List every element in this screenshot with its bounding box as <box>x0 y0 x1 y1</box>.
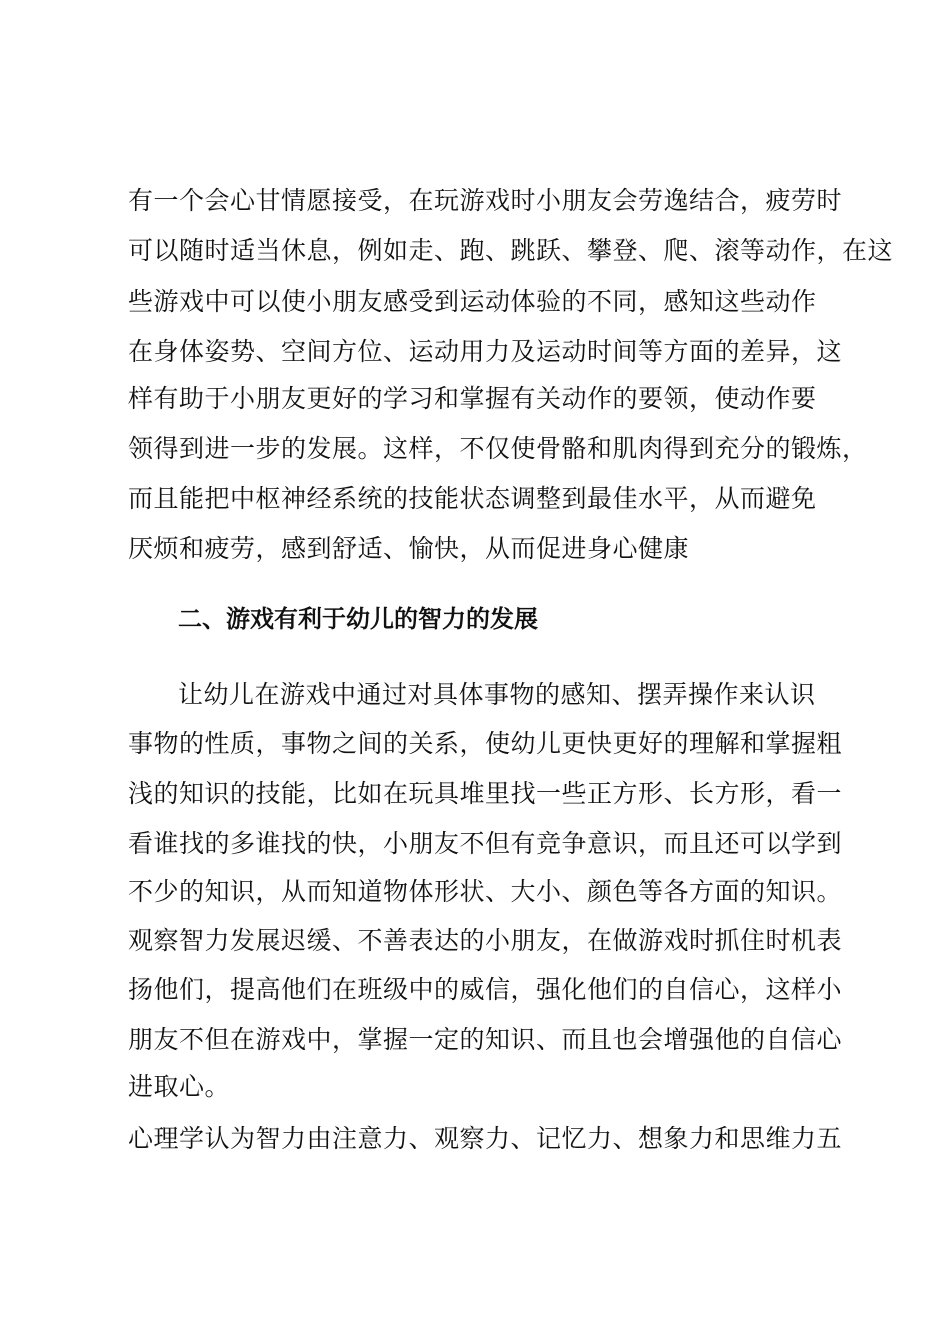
paragraph-1-line-8: 厌烦和疲劳，感到舒适、愉快，从而促进身心健康 <box>128 534 690 563</box>
paragraph-2-line-5: 不少的知识，从而知道物体形状、大小、颜色等各方面的知识。 <box>128 877 843 906</box>
paragraph-2-line-8: 朋友不但在游戏中，掌握一定的知识、而且也会增强他的自信心 <box>128 1025 843 1054</box>
paragraph-1-line-7: 而且能把中枢神经系统的技能状态调整到最佳水平，从而避免 <box>128 484 817 513</box>
paragraph-2-line-7: 扬他们，提高他们在班级中的威信，强化他们的自信心，这样小 <box>128 975 843 1004</box>
paragraph-2-line-9: 进取心。 <box>128 1072 231 1101</box>
paragraph-1-line-1: 有一个会心甘情愿接受，在玩游戏时小朋友会劳逸结合，疲劳时 <box>128 186 843 215</box>
paragraph-1-line-4: 在身体姿势、空间方位、运动用力及运动时间等方面的差异，这 <box>128 337 843 366</box>
paragraph-1-line-3: 些游戏中可以使小朋友感受到运动体验的不同，感知这些动作 <box>128 287 817 316</box>
section-heading: 二、游戏有利于幼儿的智力的发展 <box>178 605 538 633</box>
paragraph-1-line-5: 样有助于小朋友更好的学习和掌握有关动作的要领，使动作要 <box>128 384 817 413</box>
paragraph-2-line-1: 让幼儿在游戏中通过对具体事物的感知、摆弄操作来认识 <box>178 680 816 709</box>
paragraph-2-line-3: 浅的知识的技能，比如在玩具堆里找一些正方形、长方形，看一 <box>128 779 843 808</box>
paragraph-2-line-6: 观察智力发展迟缓、不善表达的小朋友，在做游戏时抓住时机表 <box>128 926 843 955</box>
paragraph-1-line-2: 可以随时适当休息，例如走、跑、跳跃、攀登、爬、滚等动作，在这 <box>128 236 894 265</box>
paragraph-2-line-2: 事物的性质，事物之间的关系，使幼儿更快更好的理解和掌握粗 <box>128 729 843 758</box>
paragraph-2-line-4: 看谁找的多谁找的快，小朋友不但有竞争意识，而且还可以学到 <box>128 829 843 858</box>
paragraph-1-line-6: 领得到进一步的发展。这样，不仅使骨骼和肌肉得到充分的锻炼， <box>128 434 868 463</box>
paragraph-3-line-1: 心理学认为智力由注意力、观察力、记忆力、想象力和思维力五 <box>128 1124 843 1153</box>
